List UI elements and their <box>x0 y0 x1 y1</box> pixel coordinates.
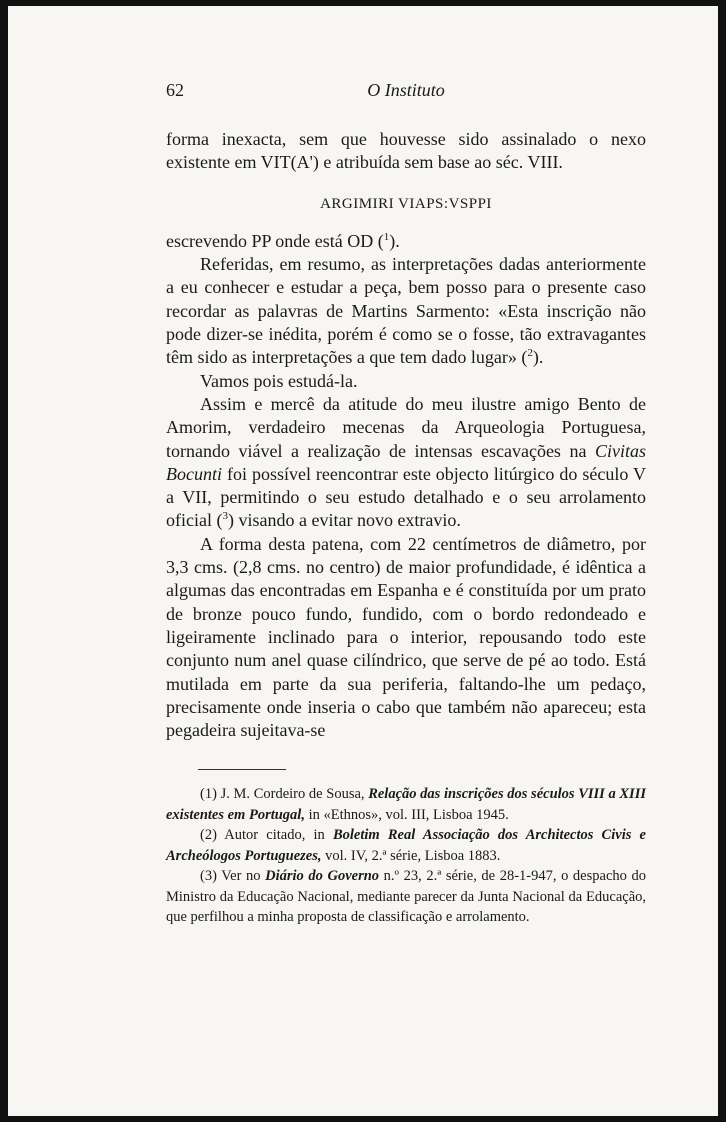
paragraph-5 <box>166 393 646 533</box>
footnote-1-italic: Relação das inscrições dos séculos VIII a XIII existentes em Portugal, <box>166 786 646 823</box>
page-header <box>166 80 646 104</box>
footnote-divider <box>198 769 286 770</box>
paragraph-1: forma inexacta, sem que houvesse sido assinalado o nexo existente em VIT(A') e atribuída sem base ao séc. VIII. <box>166 129 646 173</box>
footnote-2-mark: (2) <box>200 827 217 843</box>
paragraph-3-text: Referidas, em resumo, as interpretações dadas anteriormente a eu conhecer e estudar a peça, bem posso para o presente caso recordar as palavras de Martins Sarmento: «Esta inscrição não pode dizer-se inédita, porém é como se o fosse, tão extravagantes têm sido as interpretações a que tem dado lugar» ( <box>166 254 646 368</box>
footnote-ref-2[interactable]: 2 <box>527 347 533 360</box>
footnote-1-text-a: J. M. Cordeiro de Sousa, <box>220 786 369 802</box>
footnote-1-text-b: in «Ethnos», vol. III, Lisboa 1945. <box>304 806 509 823</box>
page-number: 62 <box>166 80 184 100</box>
paragraph-5-italic: Civitas Bocunti <box>166 440 646 484</box>
footnotes <box>166 784 646 928</box>
paragraph-3-end: ). <box>532 347 544 368</box>
main-text <box>166 128 646 742</box>
paragraph-2 <box>166 230 646 253</box>
footnote-1-mark: (1) <box>200 786 217 802</box>
footnote-3 <box>166 866 646 928</box>
paragraph-4: Vamos pois estudá-la. <box>200 370 358 391</box>
footnote-3-text-b: n.º 23, 2.ª série, de 28-1-947, o despacho do Ministro da Educação Nacional, mediante parecer da Junta Nacional da Educação, que perfilhou a minha proposta de classificação e arrolamento. <box>166 868 646 925</box>
inscription-text: ARGIMIRI VIAPS:VSPPI <box>320 195 492 212</box>
footnote-1 <box>166 784 646 825</box>
footnote-ref-1[interactable]: 1 <box>383 230 390 243</box>
footnote-3-text-a: Ver no <box>221 868 266 884</box>
paragraph-6: A forma desta patena, com 22 centímetros de diâmetro, por 3,3 cms. (2,8 cms. no centro) de maior profundidade, é idêntica a algumas das encontradas em Espanha e é constituída por um prato de bronze pouco fundo, fundido, com o bordo redondeado e ligeiramente inclinado para o interior, repousando todo este conjunto num anel quase cilíndrico, que serve de pé ao todo. Está mutilada em parte da sua periferia, faltando-lhe um pedaço, precisamente onde inseria o cabo que também não apareceu; esta pegadeira sujeitava-se <box>166 533 646 741</box>
paragraph-5-end: ) visando a evitar novo extravio. <box>227 510 461 531</box>
paragraph-5-text-a: Assim e mercê da atitude do meu ilustre amigo Bento de Amorim, verdadeiro mecenas da Arqueologia Portuguesa, tornando viável a realização de intensas escavações na <box>166 393 646 461</box>
scanned-page <box>8 6 718 1116</box>
running-title: O Instituto <box>367 80 445 100</box>
footnote-ref-3[interactable]: 3 <box>222 510 228 523</box>
paragraph-3 <box>166 253 646 369</box>
footnote-2-italic: Boletim Real Associação dos Architectos Civis e Archeólogos Portuguezes, <box>166 827 646 864</box>
footnote-2 <box>166 825 646 866</box>
paragraph-5-text-b: foi possível reencontrar este objecto litúrgico do século V a VII, permitindo o seu estudo detalhado e o seu arrolamento oficial ( <box>166 463 646 531</box>
footnote-2-text-b: vol. IV, 2.ª série, Lisboa 1883. <box>321 847 501 864</box>
paragraph-2-text: escrevendo PP onde está OD ( <box>166 230 384 251</box>
footnote-2-text-a: Autor citado, in <box>224 827 333 843</box>
footnote-3-mark: (3) <box>200 868 217 884</box>
paragraph-2-end: ). <box>389 230 400 251</box>
footnote-3-italic: Diário do Governo <box>265 868 380 884</box>
